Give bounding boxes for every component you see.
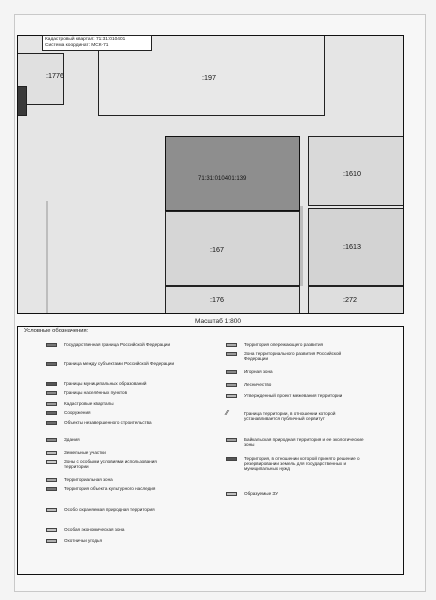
legend-swatch-icon bbox=[46, 451, 57, 455]
legend-item: Утвержденный проект межевания территории bbox=[226, 393, 366, 398]
legend-item: Границы населённых пунктов bbox=[46, 390, 181, 395]
parcel-label: :1613 bbox=[343, 242, 361, 251]
parcel-167[interactable] bbox=[165, 211, 300, 286]
parcel-label: 71:31:010401:139 bbox=[198, 176, 247, 182]
legend-swatch-icon bbox=[46, 411, 57, 415]
legend-item: Границы муниципальных образований bbox=[46, 381, 181, 386]
legend-item: Граница между субъектами Российской Федерации bbox=[46, 361, 181, 366]
legend-swatch-icon bbox=[226, 492, 237, 496]
cadastral-map[interactable] bbox=[17, 35, 404, 314]
legend-swatch-icon bbox=[46, 421, 57, 425]
legend-swatch-icon bbox=[226, 457, 237, 461]
legend-swatch-icon bbox=[46, 478, 57, 482]
legend-swatch-icon bbox=[46, 438, 57, 442]
legend-item: Земельные участки bbox=[46, 450, 181, 455]
parcel-label: :1776 bbox=[46, 71, 64, 80]
parcel-176[interactable] bbox=[165, 286, 300, 314]
legend-swatch-icon: ⁄⁄ bbox=[226, 410, 229, 417]
parcel-label: :1610 bbox=[343, 169, 361, 178]
legend-item: Байкальская природная территория и ее экологические зоны bbox=[226, 437, 366, 447]
legend-item: Охотничьи угодья bbox=[46, 538, 181, 543]
legend-item: Объекты незавершенного строительства bbox=[46, 420, 181, 425]
quarter-text: Кадастровый квартал: 71:31:010401 bbox=[45, 37, 126, 42]
legend-swatch-icon bbox=[46, 487, 57, 491]
parcel-label: :167 bbox=[210, 245, 224, 254]
legend-item: ⁄⁄ Граница территории, в отношении которой устанавливается публичный сервитут bbox=[226, 410, 336, 422]
legend-item: Государственная граница Российской Федерации bbox=[46, 342, 181, 347]
legend-item: Территориальная зона bbox=[46, 477, 181, 482]
legend-swatch-icon bbox=[226, 343, 237, 347]
legend-item: Территория, в отношении которой принято решение о резервировании земель для государственных и муниципальных нужд bbox=[226, 456, 366, 472]
legend-item: Территория опережающего развития bbox=[226, 342, 366, 347]
parcel-label: :176 bbox=[210, 295, 224, 304]
legend-swatch-icon bbox=[226, 438, 237, 442]
legend-swatch-icon bbox=[46, 508, 57, 512]
legend-item: Игорная зона bbox=[226, 369, 366, 374]
legend-swatch-icon bbox=[46, 528, 57, 532]
legend-item: Лесничество bbox=[226, 382, 366, 387]
parcel-label: :197 bbox=[202, 73, 216, 82]
coordinate-system-text: Система координат: МСК-71 bbox=[45, 42, 109, 48]
parcel-main[interactable] bbox=[165, 136, 300, 211]
legend-item: Здания bbox=[46, 437, 181, 442]
legend-item: Территория объекта культурного наследия bbox=[46, 486, 181, 491]
legend-swatch-icon bbox=[226, 383, 237, 387]
legend-swatch-icon bbox=[46, 391, 57, 395]
legend-item: Образуемые ЗУ bbox=[226, 491, 366, 496]
legend-swatch-icon bbox=[46, 382, 57, 386]
legend-swatch-icon bbox=[226, 394, 237, 398]
cadastral-info-box bbox=[42, 35, 152, 51]
legend-item: Зона территориального развития Российской Федерации bbox=[226, 351, 366, 361]
legend-item: Особо охраняемая природная территория bbox=[46, 507, 181, 512]
legend-swatch-icon bbox=[46, 343, 57, 347]
parcel-1613[interactable] bbox=[308, 208, 404, 286]
parcel-272[interactable] bbox=[308, 286, 404, 314]
legend-swatch-icon bbox=[46, 402, 57, 406]
legend-title: Условные обозначения: bbox=[24, 328, 89, 334]
legend-item: Сооружения bbox=[46, 410, 181, 415]
legend-swatch-icon bbox=[226, 352, 237, 356]
parcel-label: :272 bbox=[343, 295, 357, 304]
legend-item: Зоны с особыми условиями использования территории bbox=[46, 459, 181, 469]
legend-swatch-icon bbox=[226, 370, 237, 374]
legend-swatch-icon bbox=[46, 362, 57, 366]
map-scale: Масштаб 1:800 bbox=[195, 318, 241, 325]
legend-swatch-icon bbox=[46, 539, 57, 543]
legend-item: Особая экономическая зона bbox=[46, 527, 181, 532]
legend-item: Кадастровые кварталы bbox=[46, 401, 181, 406]
boundary-line bbox=[300, 206, 303, 286]
parcel-1610[interactable] bbox=[308, 136, 404, 206]
boundary-line bbox=[46, 201, 48, 313]
legend-swatch-icon bbox=[46, 460, 57, 464]
dark-strip bbox=[17, 86, 27, 116]
